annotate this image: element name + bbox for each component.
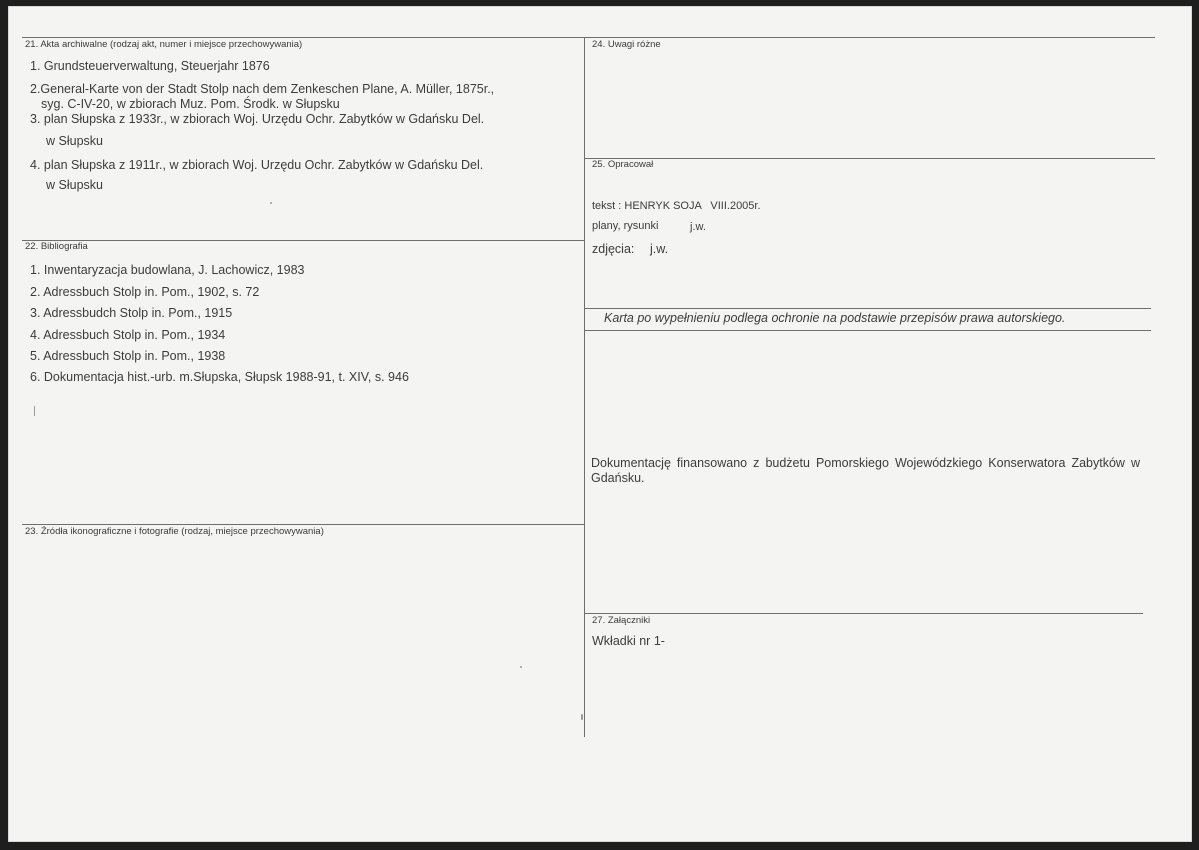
bibliography-item-4: 4. Adressbuch Stolp in. Pom., 1934	[30, 328, 226, 342]
scan-speck	[581, 714, 583, 720]
section-22-heading: 22. Bibliografia	[25, 241, 88, 252]
scan-speck	[34, 406, 35, 416]
rule-23	[22, 524, 584, 525]
archive-item-4: 4. plan Słupska z 1911r., w zbiorach Woj. Urzędu Ochr. Zabytków w Gdańsku Del.	[30, 158, 484, 172]
scan-speck	[520, 666, 522, 668]
bibliography-item-5: 5. Adressbuch Stolp in. Pom., 1938	[30, 349, 226, 363]
archive-item-1: 1. Grundsteuerverwaltung, Steuerjahr 1876	[30, 59, 270, 73]
archive-item-4-cont: w Słupsku	[46, 178, 103, 192]
rule-notice-top	[584, 308, 1151, 309]
scan-speck	[270, 202, 272, 204]
bibliography-item-1: 1. Inwentaryzacja budowlana, J. Lachowicz, 1983	[30, 263, 305, 277]
photos-label: zdjęcia:	[592, 242, 635, 256]
plans-label: plany, rysunki	[592, 220, 659, 232]
attachments-text: Wkładki nr 1-	[592, 634, 665, 648]
section-21-heading: 21. Akta archiwalne (rodzaj akt, numer i miejsce przechowywania)	[25, 39, 303, 50]
section-27-heading: 27. Załączniki	[592, 615, 651, 626]
bibliography-item-3: 3. Adressbudch Stolp in. Pom., 1915	[30, 306, 233, 320]
bibliography-item-2: 2. Adressbuch Stolp in. Pom., 1902, s. 72	[30, 285, 260, 299]
section-23-heading: 23. Źródła ikonograficzne i fotografie (rodzaj, miejsce przechowywania)	[25, 526, 324, 537]
rule-notice-bottom	[584, 330, 1151, 331]
top-rule	[22, 37, 1155, 38]
plans-value: j.w.	[690, 221, 706, 233]
author-text-line: tekst : HENRYK SOJA VIII.2005r.	[592, 200, 761, 212]
column-divider	[584, 37, 585, 737]
rule-27	[584, 613, 1143, 614]
funding-note: Dokumentację finansowano z budżetu Pomorskiego Wojewódzkiego Konserwatora Zabytków w Gdańsku.	[591, 456, 1140, 485]
archive-item-3-cont: w Słupsku	[46, 134, 103, 148]
record-card	[8, 6, 1192, 842]
bibliography-item-6: 6. Dokumentacja hist.-urb. m.Słupska, Słupsk 1988-91, t. XIV, s. 946	[30, 370, 409, 384]
archive-item-3: 3. plan Słupska z 1933r., w zbiorach Woj. Urzędu Ochr. Zabytków w Gdańsku Del.	[30, 112, 485, 126]
section-25-heading: 25. Opracował	[592, 159, 654, 170]
section-24-heading: 24. Uwagi różne	[592, 39, 661, 50]
copyright-notice: Karta po wypełnieniu podlega ochronie na podstawie przepisów prawa autorskiego.	[604, 311, 1066, 325]
archive-item-2-cont: syg. C-IV-20, w zbiorach Muz. Pom. Środk. w Słupsku	[41, 97, 340, 111]
photos-value: j.w.	[650, 242, 669, 256]
archive-item-2: 2.General-Karte von der Stadt Stolp nach dem Zenkeschen Plane, A. Müller, 1875r.,	[30, 82, 495, 96]
rule-22	[22, 240, 584, 241]
rule-25	[584, 158, 1155, 159]
